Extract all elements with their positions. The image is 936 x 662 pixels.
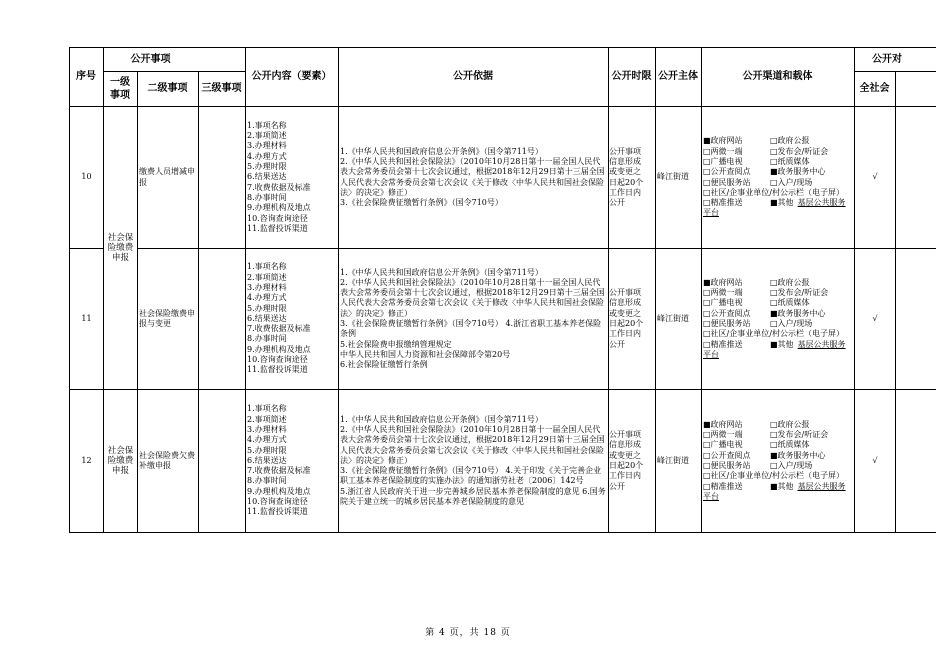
row-basis: 1.《中华人民共和国政府信息公开条例》（国令第711号） 2.《中华人民共和国社会保险法》（2010年10月28日第十一届全国人民代表大会常务委员会第十七次会议通过，根据2018年12月29日第十三届全国人民代表大会常务委员会第七次会议《关于修改〈中华人民共和国社会保险法〉的决定》修正） 3.《社会保险费征缴暂行条例》（国令710号） 4.浙江省职工基本养老保险条例 5.社会保险费申报缴纳管理规定 中华人民共和国人力资源和社会保障部令第20号 6.社会保险征缴暂行条例 <box>340 267 605 370</box>
channel-option: □两微一端 <box>703 288 743 298</box>
channel-list <box>703 136 851 218</box>
channel-list <box>703 420 851 502</box>
row-time: 公开事项 信息形成 或变更之 日起20个 工作日内 公开 <box>609 430 644 491</box>
channel-option-community: □社区/企事业单位/村公示栏（电子屏） <box>703 471 844 481</box>
channel-option: □公开查阅点 <box>703 167 751 177</box>
header-level2: 二级事项 <box>147 83 188 94</box>
channel-option: □发布会/听证会 <box>770 430 829 440</box>
row-channels <box>703 249 853 389</box>
level1-cell: 社会保 险缴费 申报 <box>107 232 134 264</box>
row-level2: 社会保险缴费申报与变更 <box>139 308 195 328</box>
row-subject: 峰江街道 <box>657 172 689 182</box>
col-line <box>338 47 339 533</box>
channel-option: □便民服务站 <box>703 177 751 187</box>
header-level1: 一级 事项 <box>110 76 130 101</box>
col-line <box>137 71 138 533</box>
channel-option-other: ■其他 <box>770 481 794 491</box>
channel-option: □纸质媒体 <box>770 440 810 450</box>
channel-option: □纸质媒体 <box>770 298 810 308</box>
row-subject: 峰江街道 <box>657 455 689 465</box>
channel-option: ■政务服务中心 <box>770 167 826 177</box>
channel-option: □入户/现场 <box>770 319 813 328</box>
row-scope-mark: √ <box>872 313 878 323</box>
channel-option: □发布会/听证会 <box>770 146 829 156</box>
channel-option: □广播电视 <box>703 156 743 166</box>
col-line <box>198 71 199 533</box>
row-time: 公开事项 信息形成 或变更之 日起20个 工作日内 公开 <box>609 288 644 349</box>
channel-option: □广播电视 <box>703 440 743 450</box>
channel-other-platform-2: 平台 <box>703 208 719 218</box>
channel-option: □两微一端 <box>703 146 743 156</box>
channel-option-other: ■其他 <box>770 339 794 349</box>
header-channels: 公开渠道和载体 <box>742 71 813 82</box>
col-line <box>895 71 896 533</box>
channel-option-other: ■其他 <box>770 198 794 208</box>
channel-option: □发布会/听证会 <box>770 288 829 298</box>
channel-option-precise: □精准推送 <box>703 339 743 349</box>
channel-other-platform-1: 基层公共服务 <box>797 339 846 349</box>
header-time: 公开时限 <box>611 71 652 82</box>
col-line <box>655 47 656 533</box>
channel-option: □两微一端 <box>703 430 743 440</box>
channel-other-platform-2: 平台 <box>703 349 719 359</box>
row-time: 公开事项 信息形成 或变更之 日起20个 工作日内 公开 <box>609 146 644 208</box>
channel-option: ■政府网站 <box>703 419 743 429</box>
row-content-list: 1.事项名称 2.事项简述 3.办理材料 4.办理方式 5.办理时限 6.结果送达 7.收费依据及标准 8.办事时间 9.办理机构及地点 10.咨询查询途径 11.监督投诉渠道 <box>247 120 311 233</box>
channel-option-community: □社区/企事业单位/村公示栏（电子屏） <box>703 187 844 197</box>
row-content-list: 1.事项名称 2.事项简述 3.办理材料 4.办理方式 5.办理时限 6.结果送达 7.收费依据及标准 8.办事时间 9.办理机构及地点 10.咨询查询途径 11.监督投诉渠道 <box>247 262 311 375</box>
row-seq: 10 <box>81 172 92 182</box>
row-seq: 11 <box>81 313 92 323</box>
header-subject: 公开主体 <box>658 71 698 82</box>
channel-option: □公开查阅点 <box>703 308 751 318</box>
channel-option: □政府公报 <box>770 419 810 429</box>
channel-option: □便民服务站 <box>703 319 751 328</box>
level1-cell: 社会保 险缴费 申报 <box>107 445 134 477</box>
channel-option-community: □社区/企事业单位/村公示栏（电子屏） <box>703 329 844 339</box>
channel-option: ■政务服务中心 <box>770 450 826 460</box>
channel-option: □政府公报 <box>770 277 810 287</box>
row-subject: 峰江街道 <box>657 313 689 323</box>
header-basis: 公开依据 <box>453 71 493 82</box>
row-scope-mark: √ <box>872 455 878 465</box>
row-scope-mark: √ <box>872 172 878 182</box>
channel-option-precise: □精准推送 <box>703 198 743 208</box>
channel-list <box>703 278 851 360</box>
row-basis: 1.《中华人民共和国政府信息公开条例》（国令第711号） 2.《中华人民共和国社会保险法》（2010年10月28日第十一届全国人民代表大会常务委员会第十七次会议通过，根据2018年12月29日第十三届全国人民代表大会常务委员会第七次会议《关于修改〈中华人民共和国社会保险法〉的决定》修正） 3.《社会保险费征缴暂行条例》（国令710号） 4.关于印发《关于完善企业职工基本养老保险制度的实施办法》的通知浙劳社老〔2006〕142号 5.浙江省人民政府关于进一步完善城乡居民基本养老保险制度的意见 6.国务院关于建立统一的城乡居民基本养老保险制度的意见 <box>340 414 606 507</box>
channel-other-platform-1: 基层公共服务 <box>797 198 846 208</box>
channel-option: □便民服务站 <box>703 461 751 470</box>
row-basis: 1.《中华人民共和国政府信息公开条例》（国令第711号） 2.《中华人民共和国社会保险法》（2010年10月28日第十一届全国人民代表大会常务委员会第十七次会议通过，根据2018年12月29日第十三届全国人民代表大会常务委员会第七次会议《关于修改〈中华人民共和国社会保险法〉的决定》修正） 3.《社会保险费征缴暂行条例》（国令710号） <box>340 146 605 208</box>
header-content: 公开内容（要素） <box>251 71 332 82</box>
header-scope-all: 全社会 <box>859 83 890 94</box>
channel-option: □政府公报 <box>770 136 810 146</box>
header-seq: 序号 <box>76 71 96 82</box>
channel-option: ■政府网站 <box>703 136 743 146</box>
channel-option: □入户/现场 <box>770 461 813 470</box>
row-channels <box>703 390 853 532</box>
header-items-group: 公开事项 <box>130 53 171 65</box>
header-level3: 三级事项 <box>201 83 242 94</box>
channel-option: □广播电视 <box>703 298 743 308</box>
col-line <box>245 47 246 533</box>
channel-other-platform-2: 平台 <box>703 491 719 501</box>
row-content-list: 1.事项名称 2.事项简述 3.办理材料 4.办理方式 5.办理时限 6.结果送达 7.收费依据及标准 8.办事时间 9.办理机构及地点 10.咨询查询途径 11.监督投诉渠道 <box>247 404 311 517</box>
channel-option: ■政务服务中心 <box>770 308 826 318</box>
channel-option-precise: □精准推送 <box>703 481 743 491</box>
channel-other-platform-1: 基层公共服务 <box>797 481 846 491</box>
channel-option: □入户/现场 <box>770 177 813 187</box>
row-level2: 社会保险费欠费补缴申报 <box>139 450 195 470</box>
table-border-bottom <box>69 532 936 533</box>
page-footer: 第 4 页，共 18 页 <box>425 628 511 638</box>
channel-option: □纸质媒体 <box>770 156 810 166</box>
channel-option: □公开查阅点 <box>703 450 751 460</box>
col-line <box>701 47 702 533</box>
row-channels <box>703 107 853 248</box>
row-seq: 12 <box>81 455 92 465</box>
row-level2: 缴费人员增减申报 <box>139 167 195 187</box>
header-scope-group: 公开对 <box>872 53 902 65</box>
channel-option: ■政府网站 <box>703 277 743 287</box>
